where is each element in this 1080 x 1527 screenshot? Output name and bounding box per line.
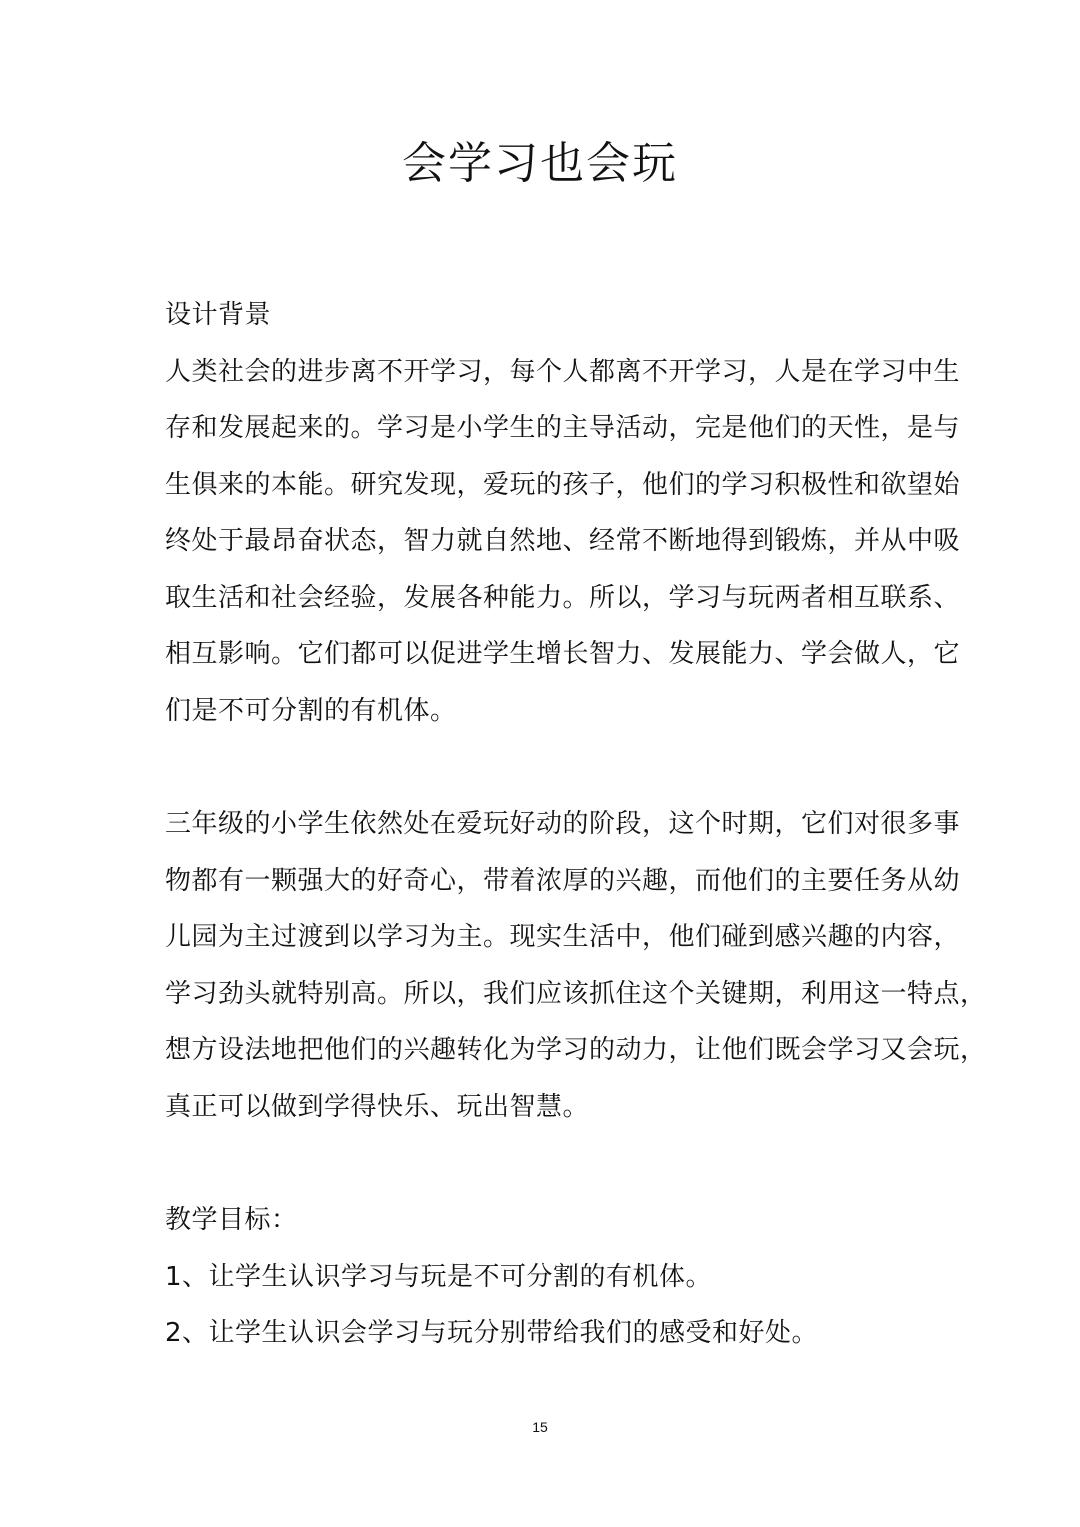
paragraph-2-line-2: 物都有一颗强大的好奇心，带着浓厚的兴趣，而他们的主要任务从幼 bbox=[165, 866, 961, 896]
paragraph-2-line-4: 学习劲头就特别高。所以，我们应该抓住这个关键期，利用这一特点， bbox=[165, 979, 987, 1009]
document-title: 会学习也会玩 bbox=[402, 138, 678, 189]
paragraph-1-line-4: 终处于最昂奋状态，智力就自然地、经常不断地得到锻炼，并从中吸 bbox=[165, 526, 961, 556]
teaching-goal-item: 2、让学生认识会学习与玩分别带给我们的感受和好处。 bbox=[165, 1318, 819, 1348]
paragraph-2-line-3: 儿园为主过渡到以学习为主。现实生活中，他们碰到感兴趣的内容， bbox=[165, 922, 961, 952]
paragraph-1-line-6: 相互影响。它们都可以促进学生增长智力、发展能力、学会做人，它 bbox=[165, 639, 961, 669]
paragraph-1-line-2: 存和发展起来的。学习是小学生的主导活动，完是他们的天性，是与 bbox=[165, 413, 961, 443]
paragraph-1-line-7: 们是不可分割的有机体。 bbox=[165, 696, 457, 726]
page-number: 15 bbox=[532, 1419, 548, 1435]
paragraph-2-line-5: 想方设法地把他们的兴趣转化为学习的动力，让他们既会学习又会玩， bbox=[165, 1035, 987, 1065]
paragraph-2-line-6: 真正可以做到学得快乐、玩出智慧。 bbox=[165, 1092, 590, 1122]
teaching-goal-item: 1、让学生认识学习与玩是不可分割的有机体。 bbox=[165, 1262, 713, 1292]
section-heading-teaching-goals: 教学目标： bbox=[165, 1205, 298, 1235]
section-heading-design-background: 设计背景 bbox=[165, 300, 272, 330]
paragraph-1-line-1: 人类社会的进步离不开学习，每个人都离不开学习，人是在学习中生 bbox=[165, 357, 961, 387]
paragraph-1-line-5: 取生活和社会经验，发展各种能力。所以，学习与玩两者相互联系、 bbox=[165, 583, 961, 613]
paragraph-2-line-1: 三年级的小学生依然处在爱玩好动的阶段，这个时期，它们对很多事 bbox=[165, 809, 961, 839]
paragraph-1-line-3: 生俱来的本能。研究发现，爱玩的孩子，他们的学习积极性和欲望始 bbox=[165, 470, 961, 500]
